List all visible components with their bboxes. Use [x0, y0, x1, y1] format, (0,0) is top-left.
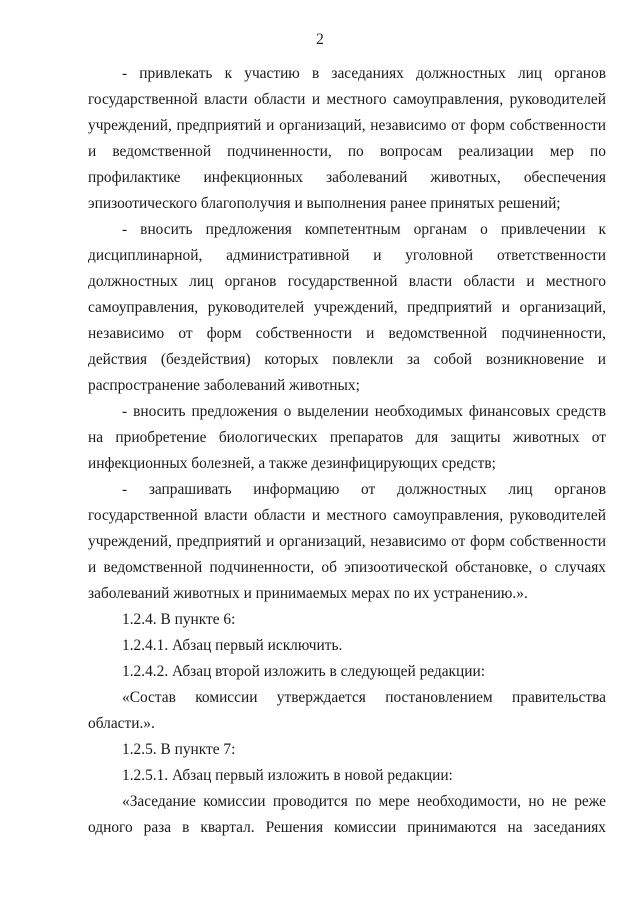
- paragraph-item-1-2-5: 1.2.5. В пункте 7:: [122, 741, 236, 758]
- page-number: 2: [316, 31, 324, 48]
- paragraph-attract-officials: - привлекать к участию в заседаниях должностных лиц органов государственной власти области и местного самоуправления, руководителей учреждений, предприятий и организаций, независимо от форм собственности и ведомственной подчиненности, по вопросам реализации мер по профилактике инфекционных заболеваний животных, обеспечения эпизоотического благополучия и выполнения ранее принятых решений;: [88, 65, 606, 212]
- paragraph-commission-composition: «Состав комиссии утверждается постановлением правительства области.».: [88, 689, 606, 732]
- paragraph-item-1-2-4-2: 1.2.4.2. Абзац второй изложить в следующей редакции:: [122, 663, 486, 680]
- paragraph-item-1-2-4: 1.2.4. В пункте 6:: [122, 611, 236, 628]
- paragraph-request-information: - запрашивать информацию от должностных лиц органов государственной власти области и местного самоуправления, руководителей учреждений, предприятий и организаций, независимо от форм собственности и ведомственной подчиненности, об эпизоотической обстановке, о случаях заболеваний животных и принимаемых мерах по их устранению.».: [88, 481, 606, 602]
- paragraph-item-1-2-4-1: 1.2.4.1. Абзац первый исключить.: [122, 637, 343, 654]
- paragraph-item-1-2-5-1: 1.2.5.1. Абзац первый изложить в новой редакции:: [122, 767, 453, 784]
- paragraph-propose-funding: - вносить предложения о выделении необходимых финансовых средств на приобретение биологических препаратов для защиты животных от инфекционных болезней, а также дезинфицирующих средств;: [88, 403, 606, 472]
- paragraph-meeting-frequency: «Заседание комиссии проводится по мере необходимости, но не реже одного раза в квартал. Решения комиссии принимаются на заседаниях: [88, 793, 606, 836]
- document-body: [88, 61, 606, 841]
- paragraph-propose-liability: - вносить предложения компетентным органам о привлечении к дисциплинарной, административной и уголовной ответственности должностных лиц органов государственной власти области и местного самоуправления, руководителей учреждений, предприятий и организаций, независимо от форм собственности и ведомственной подчиненности, действия (бездействия) которых повлекли за собой возникновение и распространение заболеваний животных;: [88, 221, 606, 394]
